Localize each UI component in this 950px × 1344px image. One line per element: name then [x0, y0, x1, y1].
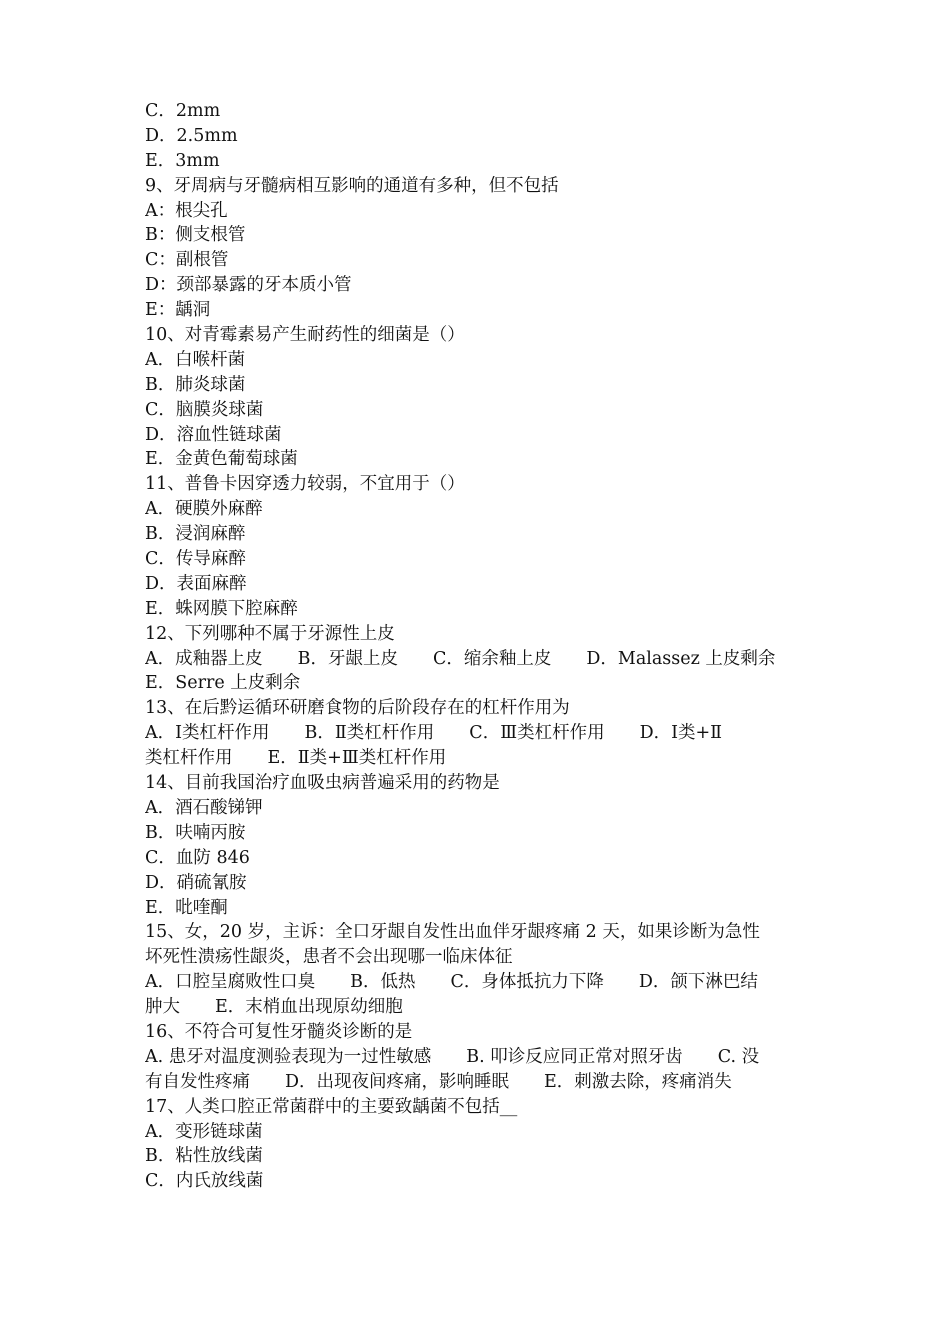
- text-line: C．脑膜炎球菌: [145, 399, 264, 420]
- text-line: C．2mm: [145, 101, 221, 121]
- document-page: [145, 99, 810, 1194]
- text-line: D．溶血性链球菌: [145, 424, 282, 445]
- question-15: 15、女，20 岁，主诉：全口牙龈自发性出血伴牙龈疼痛 2 天，如果诊断为急性: [145, 922, 760, 943]
- text-line: E．Serre 上皮剩余: [145, 673, 301, 694]
- text-line: B．粘性放线菌: [145, 1146, 263, 1167]
- text-line: C．传导麻醉: [145, 549, 246, 570]
- text-line: A．变形链球菌: [145, 1121, 263, 1142]
- text-line: C：副根管: [145, 250, 229, 271]
- text-line: 肿大 E．末梢血出现原幼细胞: [145, 997, 403, 1018]
- text-line: A．酒石酸锑钾: [145, 797, 263, 818]
- text-line: C．内氏放线菌: [145, 1171, 264, 1192]
- text-line: D：颈部暴露的牙本质小管: [145, 275, 352, 296]
- text-line: A．成釉器上皮 B．牙龈上皮 C．缩余釉上皮 D．Malassez 上皮剩余: [145, 648, 776, 669]
- text-line: 坏死性溃疡性龈炎，患者不会出现哪一临床体征: [145, 947, 513, 968]
- text-line: D．表面麻醉: [145, 573, 247, 594]
- question-14: 14、目前我国治疗血吸虫病普遍采用的药物是: [145, 773, 500, 794]
- text-line: A．白喉杆菌: [145, 349, 246, 370]
- text-line: E．蛛网膜下腔麻醉: [145, 598, 298, 619]
- question-9: 9、牙周病与牙髓病相互影响的通道有多种，但不包括: [145, 175, 559, 196]
- text-line: A. 患牙对温度测验表现为一过性敏感 B. 叩诊反应同正常对照牙齿 C. 没: [145, 1046, 760, 1067]
- text-line: 类杠杆作用 E．Ⅱ类+Ⅲ类杠杆作用: [145, 748, 447, 769]
- question-17: 17、人类口腔正常菌群中的主要致龋菌不包括__: [145, 1096, 518, 1117]
- text-line: 有自发性疼痛 D．出现夜间疼痛，影响睡眠 E．刺激去除，疼痛消失: [145, 1071, 732, 1092]
- text-line: B：侧支根管: [145, 225, 246, 246]
- text-line: E．吡喹酮: [145, 897, 228, 918]
- question-13: 13、在后黔运循环研磨食物的后阶段存在的杠杆作用为: [145, 698, 570, 719]
- text-line: E．3mm: [145, 150, 220, 171]
- text-line: D．硝硫氰胺: [145, 872, 247, 893]
- text-line: A．硬膜外麻醉: [145, 499, 263, 520]
- question-10: 10、对青霉素易产生耐药性的细菌是（）: [145, 325, 465, 346]
- question-11: 11、普鲁卡因穿透力较弱，不宜用于（）: [145, 474, 465, 495]
- text-line: B．浸润麻醉: [145, 524, 246, 545]
- text-line: E：龋洞: [145, 300, 211, 321]
- question-12: 12、下列哪种不属于牙源性上皮: [145, 623, 395, 644]
- text-line: B．呋喃丙胺: [145, 822, 246, 843]
- text-line: A．口腔呈腐败性口臭 B．低热 C．身体抵抗力下降 D．颌下淋巴结: [145, 972, 758, 993]
- text-line: A：根尖孔: [145, 200, 228, 221]
- question-16: 16、不符合可复性牙髓炎诊断的是: [145, 1021, 413, 1042]
- text-line: E．金黄色葡萄球菌: [145, 449, 298, 470]
- text-line: B．肺炎球菌: [145, 374, 246, 395]
- text-line: A．Ⅰ类杠杆作用 B．Ⅱ类杠杆作用 C．Ⅲ类杠杆作用 D．Ⅰ类+Ⅱ: [145, 723, 723, 744]
- text-line: C．血防 846: [145, 847, 250, 868]
- text-line: D．2.5mm: [145, 125, 238, 146]
